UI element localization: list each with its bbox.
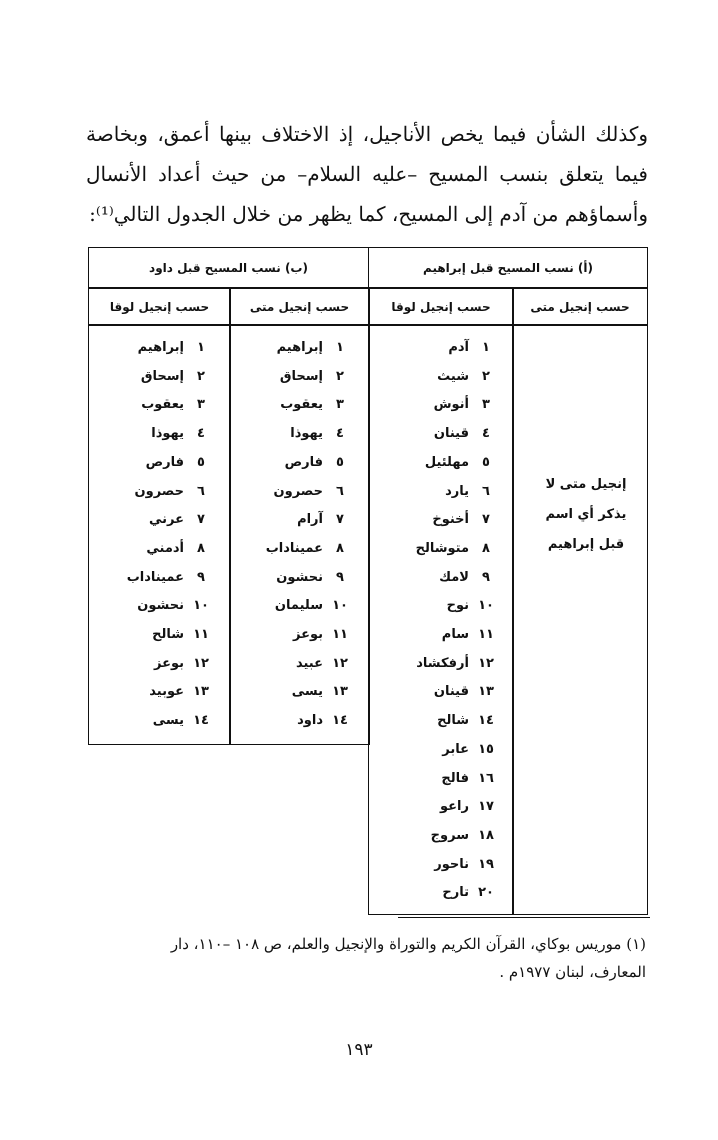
table-row	[437, 713, 503, 733]
table-row	[141, 369, 218, 389]
row-number: ١٤	[478, 713, 494, 729]
row-name: عوبيد	[149, 684, 184, 700]
table-row	[434, 397, 503, 417]
row-name: شالح	[437, 713, 469, 729]
row-name: آدم	[448, 340, 469, 355]
table-row	[434, 426, 503, 446]
row-name: قينان	[433, 684, 469, 700]
table-row	[146, 541, 218, 561]
row-number: ٨	[197, 540, 205, 556]
row-number: ٢	[336, 368, 344, 384]
row-number: ٦	[197, 483, 205, 499]
intro-paragraph	[86, 114, 648, 234]
table-row	[137, 598, 218, 618]
col-b-matthew-rows	[230, 340, 357, 744]
row-name: إبراهيم	[276, 340, 323, 355]
table-row	[154, 656, 218, 676]
row-name: حصرون	[134, 483, 184, 499]
row-number: ١٢	[332, 655, 348, 671]
row-number: ١٣	[478, 684, 494, 700]
table-row	[445, 484, 503, 504]
row-name: نحشون	[276, 569, 323, 585]
table-row	[292, 684, 357, 704]
row-number: ١٠	[193, 598, 209, 614]
row-number: ١	[482, 340, 490, 355]
row-number: ٢٠	[478, 885, 494, 901]
footnote	[84, 930, 646, 986]
table-row	[141, 397, 218, 417]
col-a-matthew-header: حسب إنجيل متى	[512, 287, 648, 326]
row-number: ٩	[482, 569, 490, 585]
row-number: ٥	[197, 454, 205, 470]
table-row	[138, 340, 218, 360]
row-number: ٧	[197, 512, 205, 528]
col-a-luke-header: حسب إنجيل لوقا	[368, 287, 514, 326]
table-row	[127, 570, 218, 590]
row-name: فالج	[441, 770, 469, 786]
row-number: ٦	[482, 483, 490, 499]
row-name: سروج	[430, 827, 469, 843]
row-name: نوح	[446, 598, 469, 614]
row-number: ١	[336, 340, 344, 355]
table-row	[266, 541, 357, 561]
page-number: ١٩٣	[345, 1040, 373, 1060]
row-name: عميناداب	[265, 540, 323, 556]
row-name: يارد	[445, 483, 469, 499]
row-name: ناحور	[434, 856, 469, 872]
table-row	[442, 885, 503, 905]
row-number: ١٤	[332, 713, 348, 729]
table-row	[280, 397, 357, 417]
row-number: ١١	[193, 627, 209, 642]
row-name: فارص	[284, 454, 323, 470]
row-number: ١٢	[193, 655, 209, 671]
row-name: يهوذا	[290, 426, 323, 442]
table-row	[151, 426, 218, 446]
row-number: ٢	[197, 368, 205, 384]
row-name: أدمني	[146, 540, 184, 556]
row-name: بوعز	[154, 655, 184, 671]
table-row	[149, 684, 218, 704]
row-number: ٣	[336, 397, 344, 413]
row-number: ٦	[336, 483, 344, 499]
table-row	[285, 455, 357, 475]
row-name: مهلئيل	[424, 454, 469, 470]
col-a-luke-body	[368, 324, 514, 915]
table-row	[442, 627, 503, 647]
table-row	[297, 713, 357, 733]
table-row	[153, 713, 218, 733]
table-row	[416, 656, 503, 676]
col-b-matthew-body	[229, 324, 370, 745]
row-name: داود	[297, 713, 323, 729]
table-row	[149, 512, 218, 532]
row-number: ٣	[482, 397, 490, 413]
row-name: شالح	[152, 627, 184, 642]
row-number: ١	[197, 340, 205, 355]
row-number: ٢	[482, 368, 490, 384]
paragraph-line-1: وكذلك الشأن فيما يخص الأناجيل، إذ الاختلاف بينها أعمق، وبخاصة	[86, 122, 648, 146]
row-name: حصرون	[273, 483, 323, 499]
row-name: قينان	[433, 426, 469, 442]
row-name: إسحاق	[140, 368, 184, 384]
table-row	[448, 340, 503, 360]
col-b-luke-rows	[89, 340, 218, 744]
table-row	[290, 426, 357, 446]
genealogy-table	[88, 247, 648, 915]
col-b-matthew-header: حسب إنجيل متى	[229, 287, 370, 326]
table-row	[274, 484, 357, 504]
row-number: ١٩	[478, 856, 494, 872]
row-name: يهوذا	[151, 426, 184, 442]
row-number: ٤	[482, 426, 490, 442]
col-b-luke-body	[88, 324, 231, 745]
row-name: سليمان	[274, 598, 323, 614]
row-number: ١٦	[478, 770, 494, 786]
table-row	[146, 455, 218, 475]
row-number: ١٢	[478, 655, 494, 671]
table-row	[434, 684, 503, 704]
row-name: أنوش	[433, 397, 469, 413]
table-row	[440, 799, 503, 819]
matthew-note: إنجيل متى لا يذكر أي اسم قبل إبراهيم	[545, 477, 627, 552]
row-name: سام	[441, 627, 469, 642]
row-name: راعو	[440, 799, 469, 815]
col-a-matthew-body	[512, 324, 648, 915]
row-number: ٣	[197, 397, 205, 413]
row-number: ١٨	[478, 827, 494, 843]
table-row	[434, 857, 503, 877]
col-a-luke-rows	[369, 340, 503, 914]
table-row	[135, 484, 218, 504]
table-row	[441, 771, 503, 791]
table-row	[152, 627, 218, 647]
row-name: يسى	[291, 684, 323, 700]
table-row	[447, 598, 503, 618]
table-row	[425, 455, 503, 475]
row-name: متوشالح	[415, 540, 469, 556]
paragraph-line-2: فيما يتعلق بنسب المسيح –عليه السلام– من حيث أعداد الأنسال	[86, 162, 648, 186]
row-number: ١٧	[478, 799, 494, 815]
row-number: ٤	[336, 426, 344, 442]
table-row	[432, 512, 503, 532]
row-name: لامك	[439, 569, 469, 585]
row-name: يعقوب	[141, 397, 184, 413]
row-number: ٨	[336, 540, 344, 556]
table-row	[276, 570, 357, 590]
row-name: عابر	[442, 741, 469, 757]
row-number: ٥	[336, 454, 344, 470]
footnote-rule	[398, 917, 650, 918]
group-b-header: (ب) نسب المسيح قبل داود	[88, 247, 369, 289]
row-name: عرني	[148, 512, 184, 528]
row-name: شيث	[437, 368, 469, 384]
row-number: ١١	[332, 627, 348, 642]
row-number: ١٣	[193, 684, 209, 700]
table-row	[431, 828, 503, 848]
row-name: إبراهيم	[137, 340, 184, 355]
table-row	[416, 541, 503, 561]
row-number: ١٤	[193, 713, 209, 729]
footnote-line-2: المعارف، لبنان ١٩٧٧م .	[499, 963, 646, 981]
paragraph-line-3: وأسماؤهم من آدم إلى المسيح، كما يظهر من خلال الجدول التالي⁽¹⁾:	[89, 202, 648, 226]
row-number: ١٣	[332, 684, 348, 700]
row-number: ٩	[197, 569, 205, 585]
row-name: تارح	[442, 885, 469, 901]
row-name: أرفكشاد	[416, 655, 469, 671]
row-number: ٥	[482, 454, 490, 470]
row-name: عميناداب	[126, 569, 184, 585]
row-number: ١٥	[478, 741, 494, 757]
row-number: ٨	[482, 540, 490, 556]
table-row	[293, 627, 357, 647]
row-name: يسى	[152, 713, 184, 729]
row-number: ٤	[197, 426, 205, 442]
table-row	[277, 340, 357, 360]
table-row	[439, 570, 503, 590]
col-b-luke-header: حسب إنجيل لوقا	[88, 287, 231, 326]
row-name: عبيد	[295, 655, 323, 671]
row-number: ٧	[336, 512, 344, 528]
row-name: يعقوب	[280, 397, 323, 413]
row-number: ٧	[482, 512, 490, 528]
row-number: ١١	[478, 627, 494, 642]
row-name: فارص	[145, 454, 184, 470]
row-number: ١٠	[478, 598, 494, 614]
table-row	[297, 512, 357, 532]
row-number: ٩	[336, 569, 344, 585]
row-name: أخنوخ	[432, 512, 469, 528]
row-name: آرام	[297, 512, 323, 528]
table-row	[280, 369, 357, 389]
row-name: إسحاق	[279, 368, 323, 384]
table-row	[275, 598, 357, 618]
table-row	[296, 656, 357, 676]
group-a-header: (أ) نسب المسيح قبل إبراهيم	[368, 247, 648, 289]
row-number: ١٠	[332, 598, 348, 614]
table-row	[442, 742, 503, 762]
footnote-line-1: (١) موريس بوكاي، القرآن الكريم والتوراة والإنجيل والعلم، ص ١٠٨ –١١٠، دار	[170, 935, 646, 953]
row-name: نحشون	[137, 598, 184, 614]
table-row	[437, 369, 503, 389]
row-name: بوعز	[293, 627, 323, 642]
